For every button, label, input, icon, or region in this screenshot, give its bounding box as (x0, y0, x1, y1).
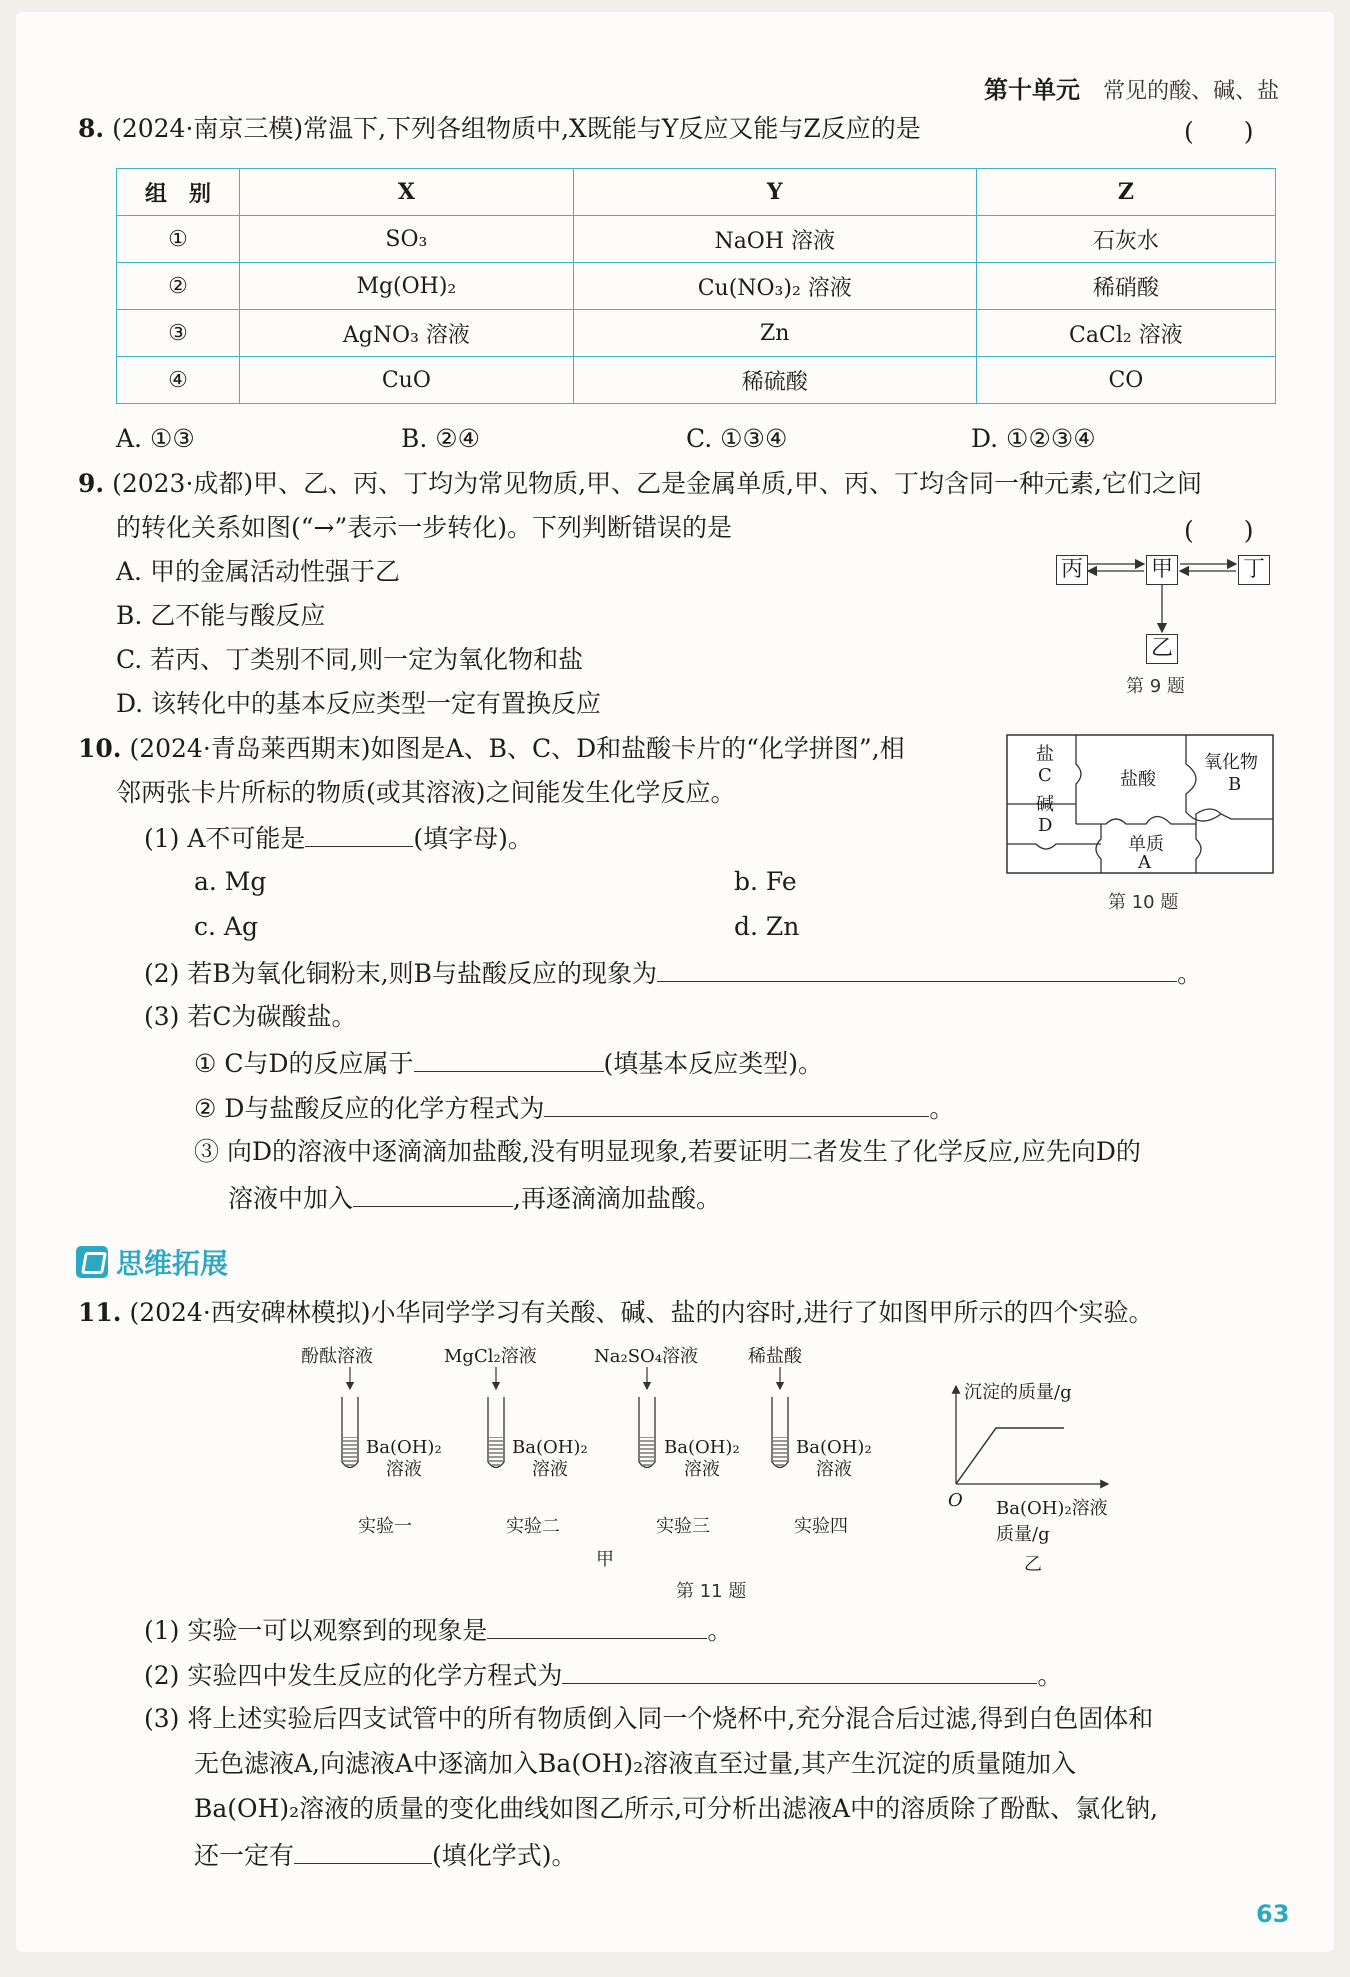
q11-part1-tail: 。 (707, 1616, 733, 1645)
q11-part3-line2: 无色滤液A,向滤液A中逐滴加入Ba(OH)₂溶液直至过量,其产生沉淀的质量随加入 (194, 1749, 1077, 1778)
q11-stem (78, 1296, 1153, 1330)
q9-option-d[interactable]: D. 该转化中的基本反应类型一定有置换反应 (116, 689, 602, 718)
box-bing: 丙 (1056, 555, 1088, 585)
q11-part2-text: (2) 实验四中发生反应的化学方程式为 (144, 1661, 563, 1690)
puzzle-element: 单质 (1128, 834, 1164, 855)
q10-part3-2-tail: 。 (929, 1094, 955, 1123)
q11-part2 (144, 1657, 1062, 1693)
reagent-label: 酚酞溶液 (301, 1346, 373, 1367)
q11-part3-line3: Ba(OH)₂溶液的质量的变化曲线如图乙所示,可分析出滤液A中的溶质除了酚酞、氯化钠, (194, 1794, 1159, 1823)
tube-2 (488, 1367, 504, 1468)
tube-3 (639, 1367, 655, 1468)
q10-part3-3-line1: ③ 向D的溶液中逐滴滴加盐酸,没有明显现象,若要证明二者发生了化学反应,应先向D的 (194, 1137, 1141, 1166)
puzzle-base: 碱 (1036, 794, 1054, 815)
q8-option-d[interactable]: D. ①②③④ (971, 424, 1096, 453)
graph-ylabel: 沉淀的质量/g (964, 1382, 1072, 1403)
q8-answer-paren[interactable]: ( ) (1184, 117, 1254, 146)
table-cell: NaOH 溶液 (573, 216, 976, 263)
q11-caption: 第 11 题 (676, 1581, 747, 1602)
tube-label: Ba(OH)₂ 溶液 (796, 1437, 872, 1480)
q9-answer-paren[interactable]: ( ) (1184, 516, 1254, 545)
q11-part3-line1: (3) 将上述实验后四支试管中的所有物质倒入同一个烧杯中,充分混合后过滤,得到白色固体和 (144, 1704, 1154, 1733)
table-cell: ① (117, 216, 240, 263)
header-cell: Z (976, 169, 1275, 216)
q10-part2-text: (2) 若B为氧化铜粉末,则B与盐酸反应的现象为 (144, 959, 658, 988)
table-cell: 稀硝酸 (976, 263, 1275, 310)
q10-part3-3-text: 溶液中加入 (228, 1184, 354, 1213)
puzzle-salt: 盐 (1036, 744, 1054, 765)
tube-label: Ba(OH)₂ 溶液 (512, 1437, 588, 1480)
box-ding: 丁 (1238, 555, 1270, 585)
puzzle-c: C (1038, 765, 1052, 786)
curve-line (956, 1428, 1064, 1484)
puzzle-oxide: 氧化物 (1204, 752, 1258, 773)
table-cell: CaCl₂ 溶液 (976, 310, 1275, 357)
page-header (984, 70, 1279, 105)
q11-part1-blank[interactable] (487, 1612, 707, 1639)
q8-stem (78, 112, 921, 146)
table-cell: ② (117, 263, 240, 310)
q10-part3-1 (194, 1045, 823, 1081)
section-header (76, 1242, 228, 1282)
q11-part3-tail: (填化学式)。 (432, 1841, 577, 1870)
graph-origin: O (948, 1490, 963, 1511)
q9-text: (2023·成都)甲、乙、丙、丁均为常见物质,甲、乙是金属单质,甲、丙、丁均含同一种元素,它们之间 (112, 469, 1202, 498)
puzzle-a: A (1138, 852, 1151, 873)
topic-label: 常见的酸、碱、盐 (1103, 79, 1280, 104)
q8-number: 8. (78, 114, 105, 143)
tube-1 (342, 1367, 358, 1468)
puzzle-b: B (1228, 774, 1242, 795)
table-cell: ③ (117, 310, 240, 357)
thinking-icon (76, 1246, 108, 1278)
graph-xlabel-1: Ba(OH)₂溶液 (996, 1498, 1108, 1519)
q8-option-c[interactable]: C. ①③④ (686, 424, 788, 453)
table-cell: CO (976, 357, 1275, 404)
header-cell: 组 别 (117, 169, 240, 216)
q8-text: (2024·南京三模)常温下,下列各组物质中,X既能与Y反应又能与Z反应的是 (112, 114, 921, 143)
q10-part3-3-blank[interactable] (353, 1180, 513, 1207)
q10-part3-1-blank[interactable] (414, 1045, 604, 1072)
q11-text: (2024·西安碑林模拟)小华同学学习有关酸、碱、盐的内容时,进行了如图甲所示的四个实验。 (129, 1298, 1154, 1327)
table-cell: AgNO₃ 溶液 (240, 310, 574, 357)
q10-part3-2-blank[interactable] (544, 1090, 929, 1117)
q8-option-a[interactable]: A. ①③ (116, 424, 195, 453)
reagent-label: 稀盐酸 (748, 1346, 802, 1367)
graph-xlabel-2: 质量/g (996, 1524, 1050, 1545)
box-yi: 乙 (1146, 634, 1178, 664)
q10-part3-2-text: ② D与盐酸反应的化学方程式为 (194, 1094, 545, 1123)
q11-part1-text: (1) 实验一可以观察到的现象是 (144, 1616, 488, 1645)
q9-option-a[interactable]: A. 甲的金属活动性强于乙 (116, 557, 400, 586)
q11-part2-blank[interactable] (562, 1657, 1037, 1684)
q10-text: (2024·青岛莱西期末)如图是A、B、C、D和盐酸卡片的“化学拼图”,相 (129, 734, 905, 763)
q10-part2-tail: 。 (1177, 959, 1203, 988)
table-cell: Cu(NO₃)₂ 溶液 (573, 263, 976, 310)
q9-option-b[interactable]: B. 乙不能与酸反应 (116, 601, 326, 630)
q10-stem-line1 (78, 732, 905, 766)
q10-part2 (144, 955, 1202, 991)
figure-jia-label: 甲 (596, 1549, 614, 1570)
tube-4 (772, 1367, 788, 1468)
experiment-label: 实验二 (506, 1516, 560, 1537)
q10-part3-3-tail: ,再逐滴滴加盐酸。 (513, 1184, 721, 1213)
header-cell: X (240, 169, 574, 216)
q8-table (116, 168, 1276, 404)
q10-caption: 第 10 题 (1108, 892, 1179, 913)
q10-part3: (3) 若C为碳酸盐。 (144, 1002, 357, 1031)
figure-yi-label: 乙 (1024, 1554, 1042, 1575)
experiment-label: 实验一 (358, 1516, 412, 1537)
q11-part3-blank[interactable] (294, 1837, 432, 1864)
table-cell: 稀硫酸 (573, 357, 976, 404)
q10-part3-2 (194, 1090, 954, 1126)
q10-part2-blank[interactable] (657, 955, 1177, 982)
q10-number: 10. (78, 734, 122, 763)
puzzle-d: D (1038, 815, 1053, 836)
q11-part1 (144, 1612, 732, 1648)
table-cell: 石灰水 (976, 216, 1275, 263)
q10-choice-d[interactable]: d. Zn (734, 912, 800, 941)
experiment-label: 实验三 (656, 1516, 710, 1537)
q10-part1 (144, 820, 533, 856)
tube-label: Ba(OH)₂ 溶液 (664, 1437, 740, 1480)
q10-part1-tail: (填字母)。 (413, 824, 533, 853)
q11-part3-line4 (194, 1837, 577, 1873)
q9-caption: 第 9 题 (1126, 676, 1185, 697)
tube-label: Ba(OH)₂ 溶液 (366, 1437, 442, 1480)
table-cell: Zn (573, 310, 976, 357)
reagent-label: Na₂SO₄溶液 (594, 1346, 699, 1367)
q9-option-c[interactable]: C. 若丙、丁类别不同,则一定为氧化物和盐 (116, 645, 584, 674)
table-row (117, 310, 1276, 357)
q11-number: 11. (78, 1298, 122, 1327)
q10-part3-3-line2 (228, 1180, 721, 1216)
q9-arrows (1046, 547, 1286, 672)
q9-stem-line2: 的转化关系如图(“→”表示一步转化)。下列判断错误的是 (116, 513, 733, 542)
unit-label: 第十单元 (984, 76, 1080, 104)
table-row (117, 216, 1276, 263)
header-cell: Y (573, 169, 976, 216)
q10-choice-c[interactable]: c. Ag (194, 912, 258, 941)
reagent-label: MgCl₂溶液 (444, 1346, 537, 1367)
q10-part3-1-text: ① C与D的反应属于 (194, 1049, 414, 1078)
q10-part1-text: (1) A不可能是 (144, 824, 306, 853)
q8-option-b[interactable]: B. ②④ (401, 424, 481, 453)
table-cell: ④ (117, 357, 240, 404)
table-cell: SO₃ (240, 216, 574, 263)
q11-part2-tail: 。 (1037, 1661, 1063, 1690)
table-row (117, 263, 1276, 310)
table-cell: Mg(OH)₂ (240, 263, 574, 310)
q11-part3-text: 还一定有 (194, 1841, 295, 1870)
q10-part1-blank[interactable] (305, 820, 413, 847)
table-cell: CuO (240, 357, 574, 404)
textbook-page (16, 12, 1334, 1952)
q10-choice-b[interactable]: b. Fe (734, 867, 797, 896)
q9-stem-line1 (78, 467, 1202, 501)
q9-number: 9. (78, 469, 105, 498)
puzzle-hcl: 盐酸 (1120, 769, 1156, 790)
box-jia: 甲 (1146, 555, 1178, 585)
table-row (117, 357, 1276, 404)
experiment-label: 实验四 (794, 1516, 848, 1537)
section-title: 思维拓展 (116, 1247, 229, 1280)
q10-part3-1-tail: (填基本反应类型)。 (603, 1049, 824, 1078)
table-header-row (117, 169, 1276, 216)
q10-stem-line2: 邻两张卡片所标的物质(或其溶液)之间能发生化学反应。 (116, 778, 736, 807)
page-number: 63 (1256, 1900, 1290, 1928)
q10-choice-a[interactable]: a. Mg (194, 867, 267, 896)
